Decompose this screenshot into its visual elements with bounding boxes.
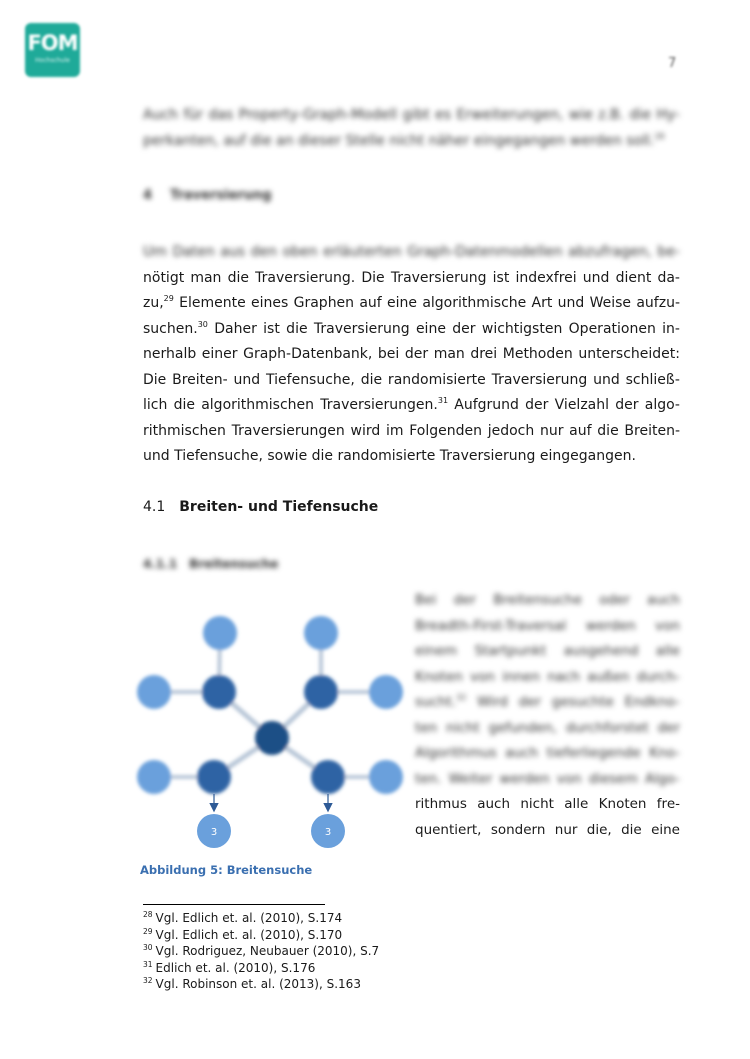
- text-line: Um Daten aus den oben erläuterten Graph-Datenmodellen abzufragen, be-: [143, 244, 680, 260]
- footnote-ref: 31: [437, 396, 449, 405]
- graph-svg: [130, 605, 420, 855]
- text-line: Auch für das Property-Graph-Modell gibt es Erweiterungen, wie z.B. die Hy-: [143, 107, 680, 123]
- text-line: quentiert, sondern nur die, die eine: [415, 821, 680, 838]
- fom-logo: [25, 23, 80, 77]
- footnote: $^{31}$ Edlich et. al. (2010), S.176: [143, 959, 316, 975]
- text-line: ten nicht gefunden, durchforstet der: [415, 719, 680, 736]
- graph-node-outer: [369, 675, 403, 709]
- text-line: Bei der Breitensuche oder auch: [415, 592, 680, 608]
- paragraph-traversal: [143, 240, 680, 470]
- text-line: einem Startpunkt ausgehend alle: [415, 643, 680, 659]
- footnote: $^{32}$ Vgl. Robinson et. al. (2013), S.163: [143, 976, 361, 991]
- subsubsection-title: Breitensuche: [189, 557, 279, 571]
- text-line: rithmus auch nicht alle Knoten fre-: [415, 796, 680, 812]
- breadth-first-diagram: [130, 605, 420, 855]
- graph-node-label: 3: [210, 827, 218, 838]
- text-line: rithmischen Traversierungen wird im Folgenden jedoch nur auf die Breiten-: [143, 422, 680, 439]
- footnote-ref: 32: [456, 693, 467, 702]
- subsection-heading: [143, 499, 378, 515]
- graph-node-outer: [137, 760, 171, 794]
- subsection-number: 4.1: [143, 499, 166, 515]
- text-line: lich die algorithmischen Traversierungen.$^{31}$ Aufgrund der Vielzahl der algo-: [143, 396, 680, 413]
- text-line: zu,$^{29}$ Elemente eines Graphen auf eine algorithmische Art und Weise aufzu-: [143, 294, 680, 311]
- section-heading: [143, 188, 272, 203]
- graph-node-outer: [304, 616, 338, 650]
- page-number: 7: [668, 56, 677, 71]
- graph-node-center: [255, 721, 289, 755]
- text-line: sucht.$^{32}$ Wird der gesuchte Endkno-: [415, 693, 680, 710]
- graph-node-label: 3: [324, 827, 332, 838]
- footnotes: [143, 910, 379, 993]
- text-line: nerhalb einer Graph-Datenbank, bei der man drei Methoden unterscheidet:: [143, 346, 680, 362]
- graph-node-inner: [311, 760, 345, 794]
- subsection-title: Breiten- und Tiefensuche: [179, 499, 379, 515]
- text-line: nötigt man die Traversierung. Die Traversierung ist indexfrei und dient da-: [143, 269, 680, 286]
- footnote: $^{29}$ Vgl. Edlich et. al. (2010), S.170: [143, 926, 343, 942]
- figure-caption: Abbildung 5: Breitensuche: [140, 863, 313, 877]
- footnote: $^{30}$ Vgl. Rodriguez, Neubauer (2010), S.7: [143, 943, 380, 958]
- footnote-divider: [143, 904, 325, 905]
- text-line: Knoten von innen nach außen durch-: [415, 668, 680, 685]
- logo-subtext: Hochschule: [35, 57, 70, 64]
- section-number: 4: [143, 188, 153, 203]
- graph-node-inner: [202, 675, 236, 709]
- text-line: perkanten, auf die an dieser Stelle nicht näher eingegangen werden soll.$^{28}$: [143, 131, 665, 149]
- text-line: ten. Weiter werden von diesem Algo-: [415, 770, 680, 787]
- footnote-ref: 29: [163, 294, 174, 303]
- text-line: Die Breiten- und Tiefensuche, die randomisierte Traversierung und schließ-: [143, 371, 680, 388]
- text-line: Breadth-First-Traversal werden von: [415, 617, 680, 634]
- section-title: Traversierung: [170, 188, 272, 203]
- footnote: $^{28}$ Vgl. Edlich et. al. (2010), S.174: [143, 910, 343, 925]
- footnote-ref: 30: [197, 319, 208, 329]
- logo-text: FOM: [27, 31, 78, 55]
- graph-node-outer: [137, 675, 171, 709]
- graph-node-outer: [369, 760, 403, 794]
- subsubsection-number: 4.1.1: [143, 557, 178, 571]
- text-line: Algorithmus auch tieferliegende Kno-: [415, 745, 680, 761]
- paragraph-intro: [143, 103, 680, 154]
- graph-node-outer: [203, 616, 237, 650]
- text-line: und Tiefensuche, sowie die randomisierte Traversierung eingegangen.: [143, 448, 636, 464]
- footnote-ref: 28: [654, 131, 665, 141]
- graph-node-inner: [304, 675, 338, 709]
- subsubsection-heading: [143, 557, 278, 571]
- text-line: suchen.$^{30}$ Daher ist die Traversierung eine der wichtigsten Operationen in-: [143, 319, 680, 337]
- paragraph-breadth-first: [415, 588, 680, 843]
- graph-node-inner: [197, 760, 231, 794]
